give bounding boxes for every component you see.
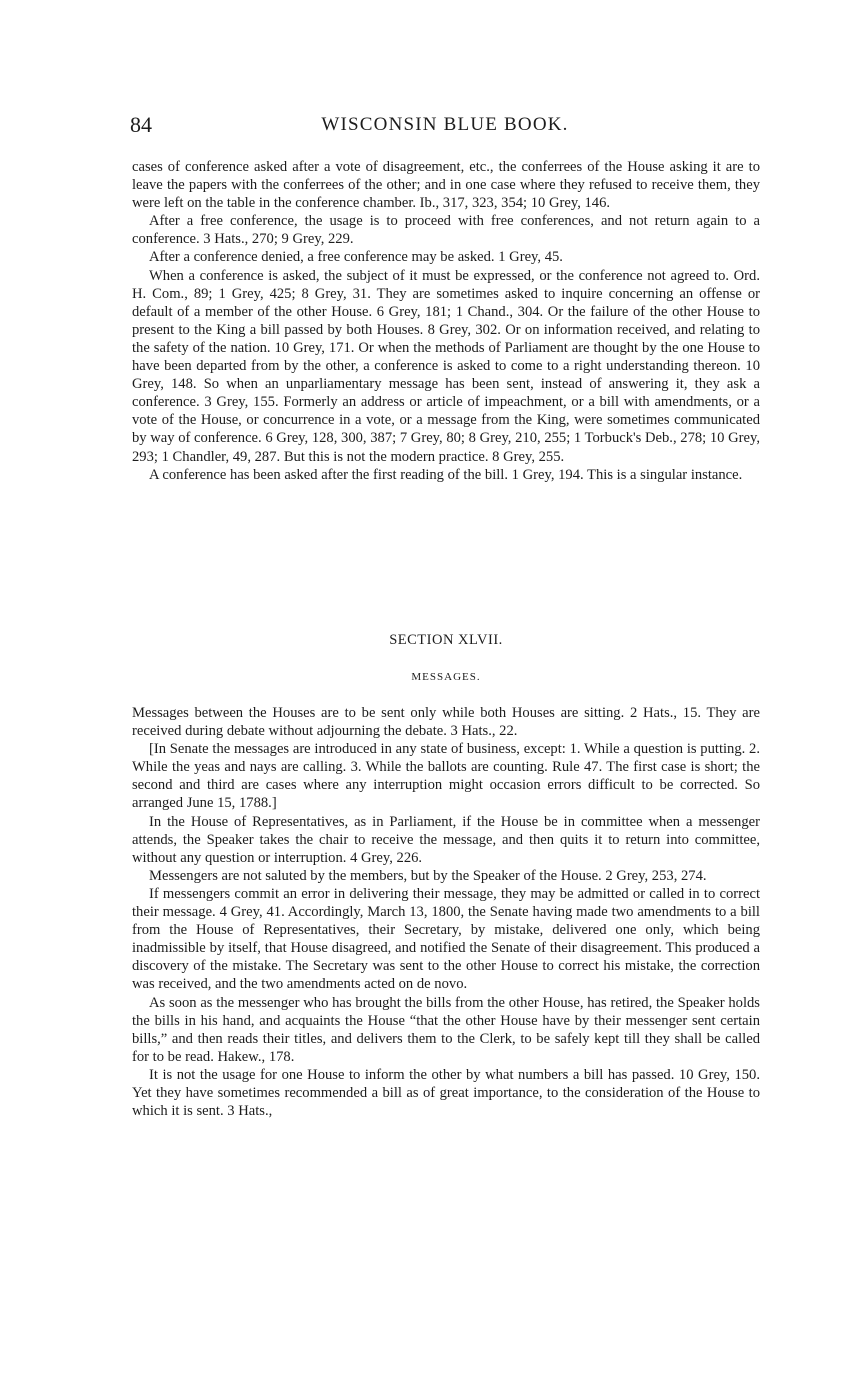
paragraph: After a conference denied, a free conference may be asked. 1 Grey, 45. <box>149 249 563 266</box>
messages-text-block <box>132 704 760 1120</box>
paragraph: As soon as the messenger who has brought the bills from the other House, has retired, the Speaker holds the bills in his hand, and acquaints the House “that the other House have by their messenger sent certain bills,” and then reads their titles, and delivers them to the Clerk, to be safely kept till they shall be called for to be read. Hakew., 178. <box>132 994 760 1065</box>
paragraph: Messengers are not saluted by the members, but by the Speaker of the House. 2 Grey, 253, 274. <box>149 867 707 884</box>
paragraph: In the House of Representatives, as in Parliament, if the House be in committee when a messenger attends, the Speaker takes the chair to receive the message, and then quits it to return into committee, without any question or interruption. 4 Grey, 226. <box>132 813 760 866</box>
paragraph: When a conference is asked, the subject of it must be expressed, or the conference not agreed to. Ord. H. Com., 89; 1 Grey, 425; 8 Grey, 31. They are sometimes asked to inquire concerning an offense or default of a member of the other House. 6 Grey, 181; 1 Chand., 304. Or the failure of the other House to present to the King a bill passed by both Houses. 8 Grey, 302. Or on information received, and relating to the safety of the nation. 10 Grey, 171. Or when the methods of Parliament are thought by the one House to have been departed from by the other, a conference is asked to come to a right understanding thereon. 10 Grey, 148. So when an unparliamentary message has been sent, instead of answering it, they ask a conference. 3 Grey, 155. Formerly an address or article of impeachment, or a bill with amendments, or a vote of the House, or concurrence in a vote, or a message from the King, were sometimes communicated by way of conference. 6 Grey, 128, 300, 387; 7 Grey, 80; 8 Grey, 210, 255; 1 Torbuck's Deb., 278; 10 Grey, 293; 1 Chandler, 49, 287. But this is not the modern practice. 8 Grey, 255. <box>132 267 760 465</box>
page-header <box>130 112 760 142</box>
section-subtitle: MESSAGES. <box>411 671 481 683</box>
conference-text-block <box>132 158 760 484</box>
paragraph: After a free conference, the usage is to proceed with free conferences, and not return again to a conference. 3 Hats., 270; 9 Grey, 229. <box>132 213 760 248</box>
paragraph: Messages between the Houses are to be sent only while both Houses are sitting. 2 Hats., 15. They are received during debate without adjourning the debate. 3 Hats., 22. <box>132 705 760 740</box>
paragraph: cases of conference asked after a vote of disagreement, etc., the conferrees of the House asking it are to leave the papers with the conferrees of the other; and in one case where they refused to receive them, they were left on the table in the conference chamber. Ib., 317, 323, 354; 10 Grey, 146. <box>132 159 760 212</box>
paragraph: If messengers commit an error in delivering their message, they may be admitted or called in to correct their message. 4 Grey, 41. Accordingly, March 13, 1800, the Senate having made two amendments to a bill from the House of Representatives, their Secretary, by mistake, delivered one only, which being inadmissible by itself, that House disagreed, and notified the Senate of their disagreement. This produced a discovery of the mistake. The Secretary was sent to the other House to correct his mistake, the correction was received, and the two amendments acted on de novo. <box>132 885 760 993</box>
page-number: 84 <box>130 112 152 137</box>
section-title: SECTION XLVII. <box>389 632 503 648</box>
running-title: WISCONSIN BLUE BOOK. <box>321 114 569 135</box>
paragraph: It is not the usage for one House to inform the other by what numbers a bill has passed. 10 Grey, 150. Yet they have sometimes recommended a bill as of great importance, to the consideration of the House to which it is sent. 3 Hats., <box>132 1066 760 1120</box>
paragraph: [In Senate the messages are introduced in any state of business, except: 1. While a question is putting. 2. While the yeas and nays are calling. 3. While the ballots are counting. Rule 47. The first case is short; the second and third are cases where any interruption might occasion errors difficult to be corrected. So arranged June 15, 1788.] <box>132 741 760 812</box>
paragraph: A conference has been asked after the first reading of the bill. 1 Grey, 194. This is a singular instance. <box>149 466 743 483</box>
